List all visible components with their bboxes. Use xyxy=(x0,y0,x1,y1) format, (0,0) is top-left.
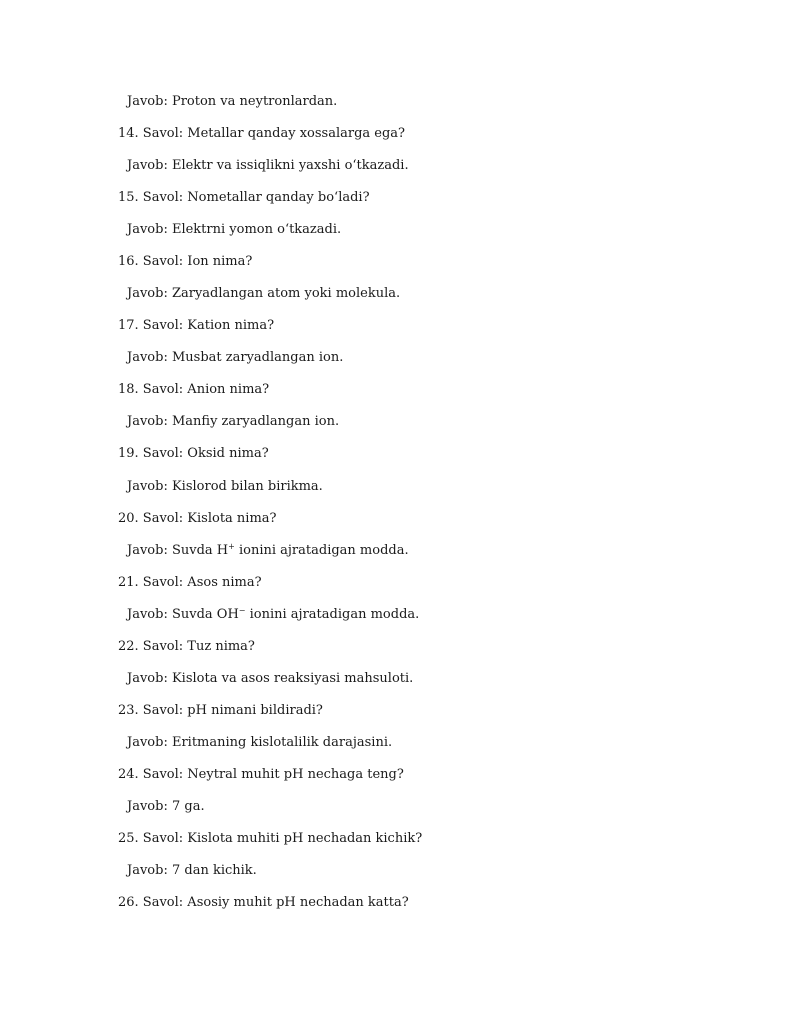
answer-line xyxy=(127,543,409,559)
answer-line: Javob: 7 dan kichik. xyxy=(127,863,257,878)
question-line: 16. Savol: Ion nima? xyxy=(118,254,253,269)
question-line: 26. Savol: Asosiy muhit pH nechadan katta? xyxy=(118,895,409,910)
question-line: 22. Savol: Tuz nima? xyxy=(118,639,255,654)
answer-text: ionini ajratadigan modda. xyxy=(234,543,409,558)
answer-text: Javob: Suvda OH xyxy=(127,607,239,622)
question-line: 25. Savol: Kislota muhiti pH nechadan kichik? xyxy=(118,831,423,846)
answer-line: Javob: 7 ga. xyxy=(127,799,205,814)
answer-line: Javob: Elektr va issiqlikni yaxshi o‘tkazadi. xyxy=(127,158,409,173)
answer-text: ionini ajratadigan modda. xyxy=(245,607,420,622)
question-line: 23. Savol: pH nimani bildiradi? xyxy=(118,703,323,718)
question-line: 21. Savol: Asos nima? xyxy=(118,575,262,590)
question-line: 19. Savol: Oksid nima? xyxy=(118,446,269,461)
question-line: 20. Savol: Kislota nima? xyxy=(118,511,277,526)
question-line: 17. Savol: Kation nima? xyxy=(118,318,275,333)
answer-line: Javob: Zaryadlangan atom yoki molekula. xyxy=(127,286,401,301)
answer-line: Javob: Elektrni yomon o‘tkazadi. xyxy=(127,222,342,237)
answer-line: Javob: Kislota va asos reaksiyasi mahsuloti. xyxy=(127,671,414,686)
answer-line xyxy=(127,607,419,623)
answer-text: Javob: Suvda H xyxy=(127,543,229,558)
question-line: 24. Savol: Neytral muhit pH nechaga teng? xyxy=(118,767,404,782)
superscript-charge: + xyxy=(228,542,235,551)
answer-line: Javob: Manfiy zaryadlangan ion. xyxy=(127,414,340,429)
question-line: 14. Savol: Metallar qanday xossalarga ega? xyxy=(118,126,406,141)
question-line: 15. Savol: Nometallar qanday bo‘ladi? xyxy=(118,190,370,205)
answer-line: Javob: Musbat zaryadlangan ion. xyxy=(127,350,344,365)
answer-line: Javob: Proton va neytronlardan. xyxy=(127,94,338,109)
question-line: 18. Savol: Anion nima? xyxy=(118,382,270,397)
superscript-charge: − xyxy=(238,606,246,615)
answer-line: Javob: Kislorod bilan birikma. xyxy=(127,479,323,494)
answer-line: Javob: Eritmaning kislotalilik darajasini. xyxy=(127,735,393,750)
